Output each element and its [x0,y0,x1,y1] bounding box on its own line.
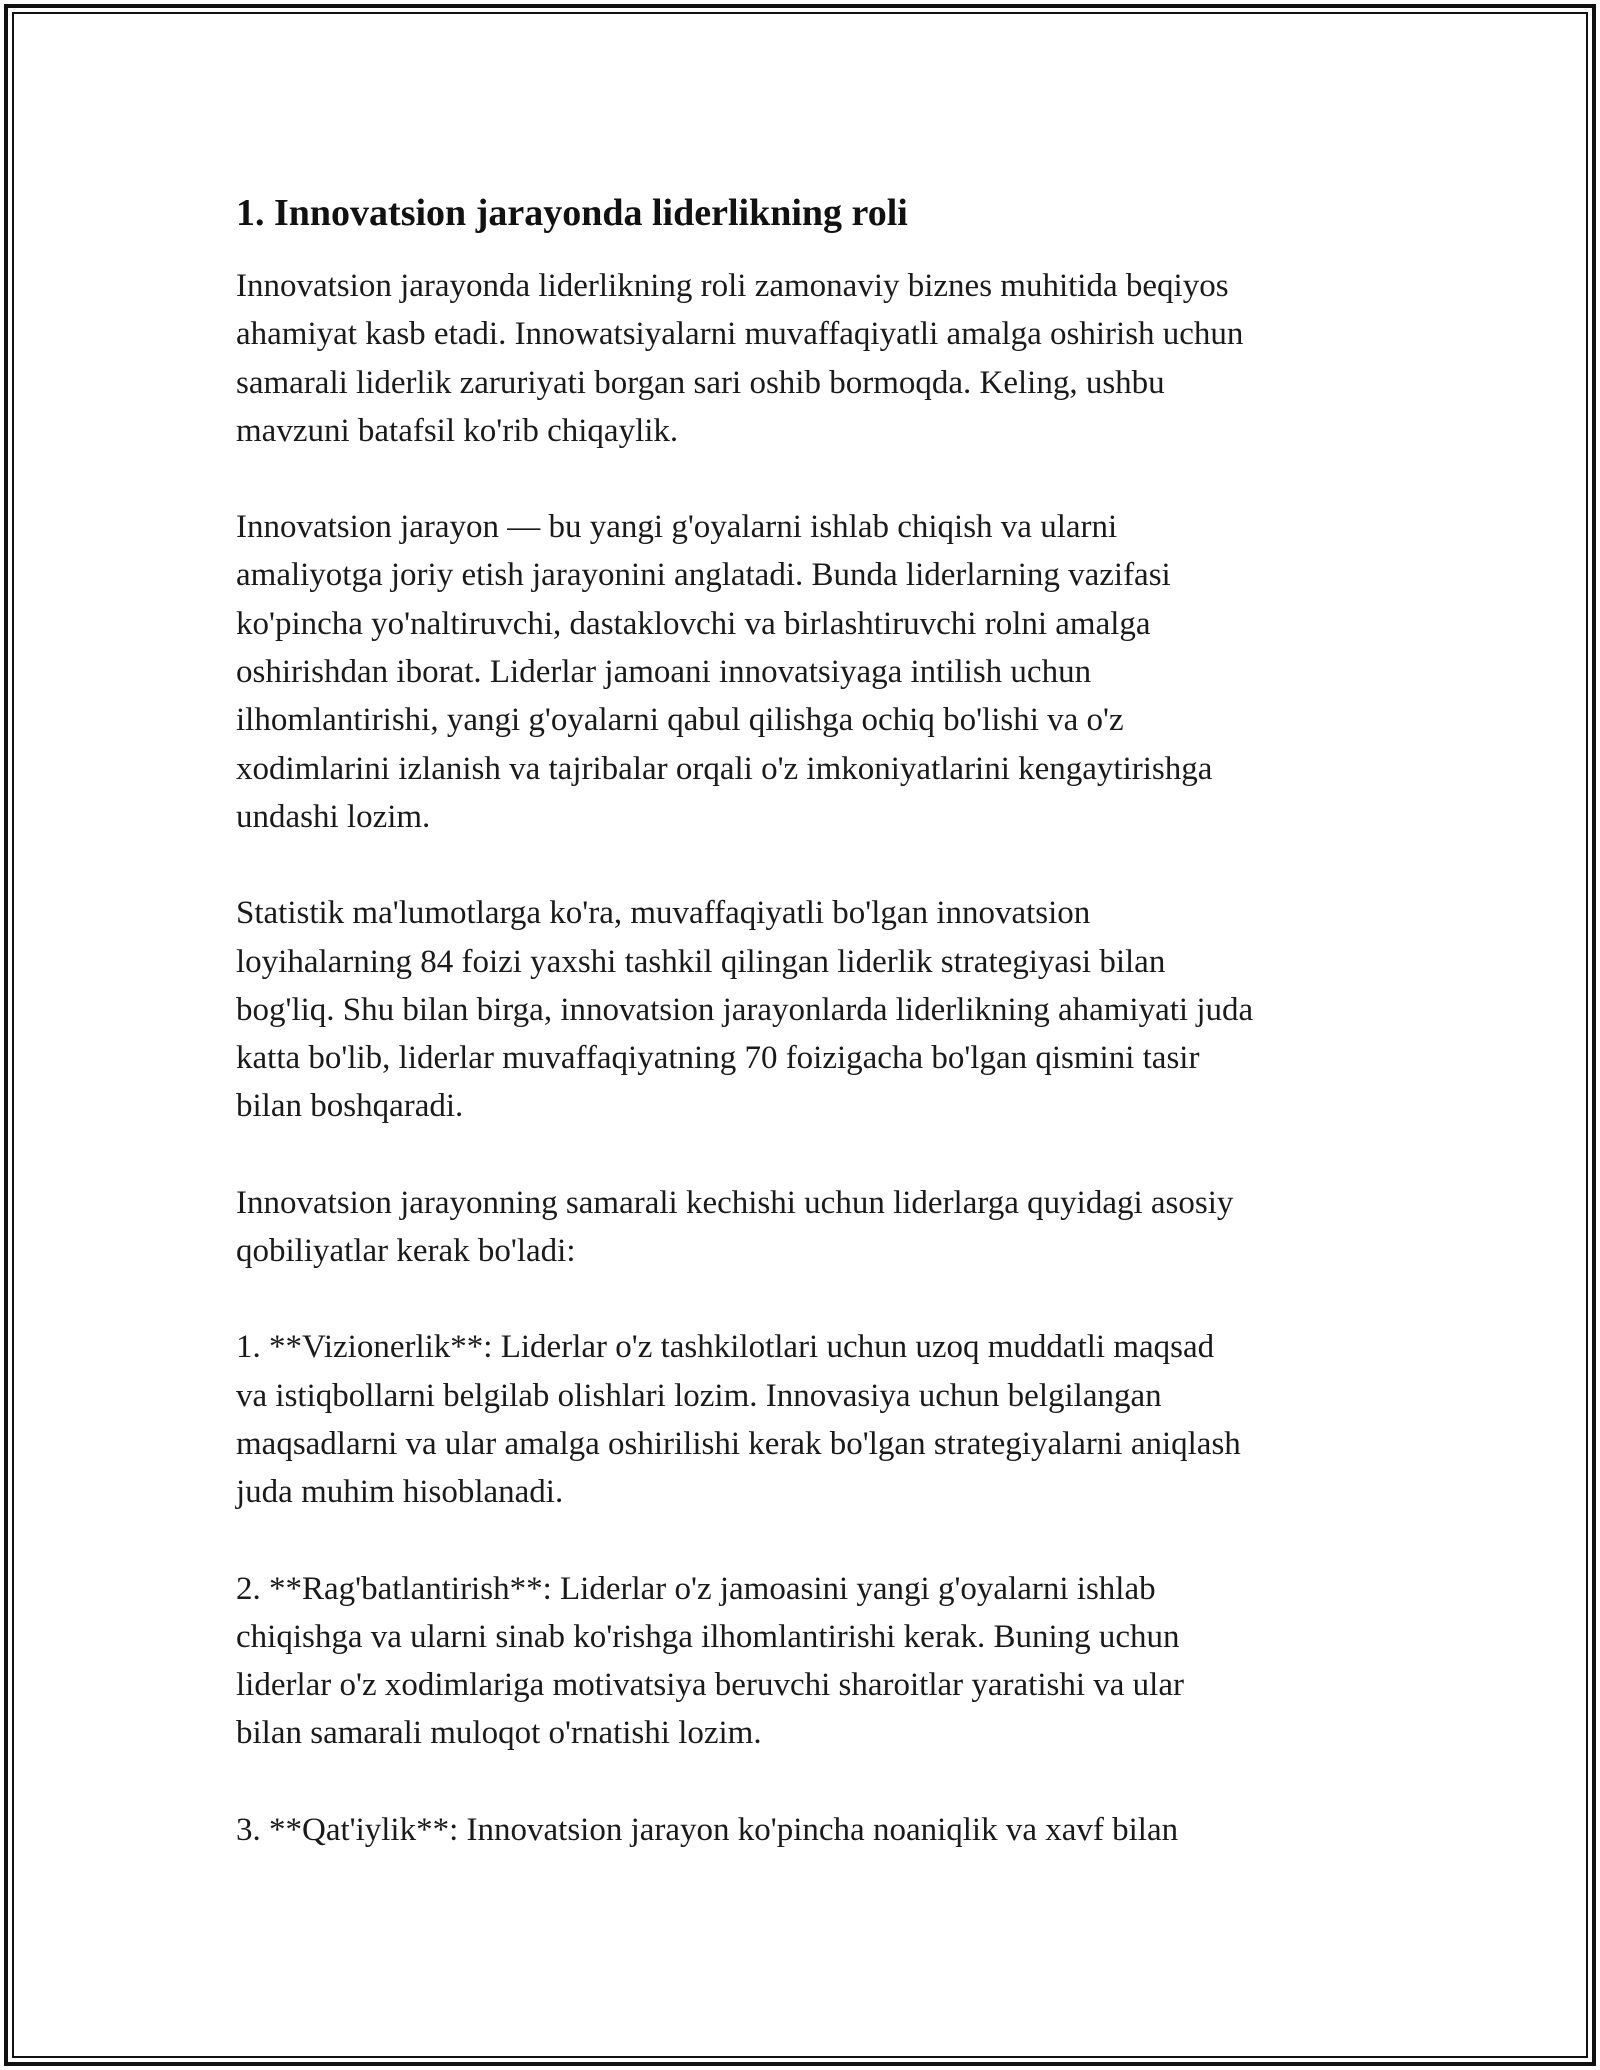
paragraph-skills-intro: Innovatsion jarayonning samarali kechishi uchun liderlarga quyidagi asosiy qobiliyatlar kerak bo'ladi: [236,1184,1234,1270]
document-body [236,186,1376,1854]
list-item-vision: 1. **Vizionerlik**: Liderlar o'z tashkilotlari uchun uzoq muddatli maqsad va istiqbollarni belgilab olishlari lozim. Innovasiya uchun belgilangan maqsadlarni va ular amalga oshirilishi kerak bo'lgan strategiyalarni aniqlash juda muhim hisoblanadi. [236,1329,1241,1511]
paragraph-intro: Innovatsion jarayonda liderlikning roli zamonaviy biznes muhitida beqiyos ahamiyat kasb etadi. Innowatsiyalarni muvaffaqiyatli amalga oshirish uchun samarali liderlik zaruriyati borgan sari oshib bormoqda. Keling, ushbu mavzuni batafsil ko'rib chiqaylik. [236,268,1244,449]
paragraph-definition: Innovatsion jarayon — bu yangi g'oyalarni ishlab chiqish va ularni amaliyotga joriy etish jarayonini anglatadi. Bunda liderlarning vazifasi ko'pincha yo'naltiruvchi, dastaklovchi va birlashtiruvchi rolni amalga oshirishdan iborat. Liderlar jamoani innovatsiyaga intilish uchun ilhomlantirishi, yangi g'oyalarni qabul qilishga ochiq bo'lishi va o'z xodimlarini izlanish va tajribalar orqali o'z imkoniyatlarini kengaytirishga undashi lozim. [236,509,1213,835]
list-item-persistence: 3. **Qat'iylik**: Innovatsion jarayon ko'pincha noaniqlik va xavf bilan [236,1811,1179,1848]
paragraph-statistics: Statistik ma'lumotlarga ko'ra, muvaffaqiyatli bo'lgan innovatsion loyihalarning 84 foizi yaxshi tashkil qilingan liderlik strategiyasi bilan bog'liq. Shu bilan birga, innovatsion jarayonlarda liderlikning ahamiyati juda katta bo'lib, liderlar muvaffaqiyatning 70 foizigacha bo'lgan qismini tasir bilan boshqaradi. [236,895,1254,1125]
list-item-motivation: 2. **Rag'batlantirish**: Liderlar o'z jamoasini yangi g'oyalarni ishlab chiqishga va ularni sinab ko'rishga ilhomlantirishi kerak. Buning uchun liderlar o'z xodimlariga motivatsiya beruvchi sharoitlar yaratishi va ular bilan samarali muloqot o'rnatishi lozim. [236,1570,1184,1752]
page-title: 1. Innovatsion jarayonda liderlikning roli [236,192,908,234]
